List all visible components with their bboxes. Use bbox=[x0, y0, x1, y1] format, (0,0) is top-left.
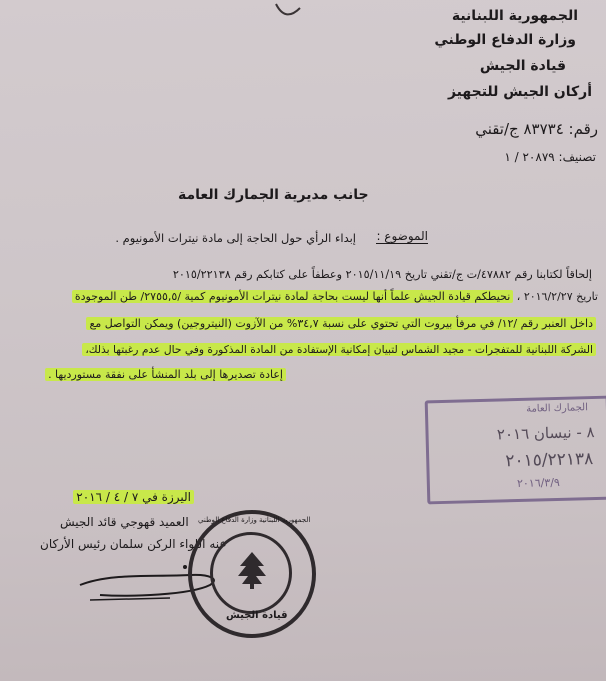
received-stamp-date: ٨ - نيسان ٢٠١٦ bbox=[496, 422, 595, 444]
official-seal bbox=[188, 510, 316, 638]
body-line-5-highlight: إعادة تصديرها إلى بلد المنشأ على نفقة مستورديها . bbox=[45, 368, 286, 381]
body-line-2-date: تاريخ ٢٠١٦/٢/٢٧ ، bbox=[516, 290, 598, 303]
body-line-2-highlight: نحيطكم قيادة الجيش علماً أنها ليست بحاجة لمادة نيترات الأمونيوم كمية /٢٧٥٥,٥/ طن الموجودة bbox=[72, 290, 513, 303]
letterhead-ministry: وزارة الدفاع الوطني bbox=[434, 32, 576, 48]
body-line-2 bbox=[72, 290, 598, 303]
addressee: جانب مديرية الجمارك العامة bbox=[178, 187, 369, 203]
date-line bbox=[73, 490, 194, 504]
reference-number: رقم: ٨٣٧٣٤ ج/تقني bbox=[475, 120, 598, 138]
classification-number: تصنيف: ٢٠٨٧٩ / ١ bbox=[504, 150, 596, 164]
letterhead-army-command: قيادة الجيش bbox=[479, 58, 566, 74]
body-line-3 bbox=[86, 317, 596, 330]
received-stamp bbox=[425, 396, 606, 505]
seal-text-bottom: قيادة الجيش bbox=[226, 610, 288, 621]
letterhead-country: الجمهورية اللبنانية bbox=[451, 8, 578, 24]
body-line-5 bbox=[45, 368, 286, 381]
body-line-4-highlight: الشركة اللبنانية للمتفجرات - مجيد الشماس لتبيان إمكانية الإستفادة من المادة المذكورة وفي حال عدم رغبتها بذلك، bbox=[82, 343, 596, 356]
subject-text: إبداء الرأي حول الحاجة إلى مادة نيترات الأمونيوم . bbox=[115, 231, 356, 245]
body-line-4 bbox=[82, 343, 596, 356]
seal-text-top: الجمهورية اللبنانية وزارة الدفاع الوطني bbox=[198, 516, 311, 524]
subject-label: الموضوع : bbox=[376, 229, 428, 243]
body-line-1: إلحاقاً لكتابنا رقم ٤٧٨٨٢/ت ج/تقني تاريخ ٢٠١٥/١١/١٩ وعطفاً على كتابكم رقم ٢٠١٥/٢٢١٣٨ bbox=[172, 268, 592, 281]
received-stamp-number: ٢٠١٥/٢٢١٣٨ bbox=[505, 449, 594, 472]
signature-title: عنه اللواء الركن سلمان رئيس الأركان bbox=[40, 537, 227, 551]
received-stamp-extra: ٢٠١٦/٣/٩ bbox=[516, 475, 561, 491]
received-stamp-header: الجمارك العامة bbox=[526, 402, 589, 415]
cedar-icon bbox=[236, 550, 268, 590]
letterhead-equipment-staff: أركان الجيش للتجهيز bbox=[447, 84, 592, 100]
date-highlight: اليرزة في ٧ / ٤ / ٢٠١٦ bbox=[73, 490, 194, 504]
body-line-3-highlight: داخل العنبر رقم /١٢/ في مرفأ بيروت التي تحتوي على نسبة ٣٤,٧% من الآزوت (النيتروجين) ويمكن التواصل مع bbox=[86, 317, 596, 330]
signature-name: العميد قهوجي قائد الجيش bbox=[60, 515, 189, 529]
ink-mark bbox=[270, 0, 310, 22]
